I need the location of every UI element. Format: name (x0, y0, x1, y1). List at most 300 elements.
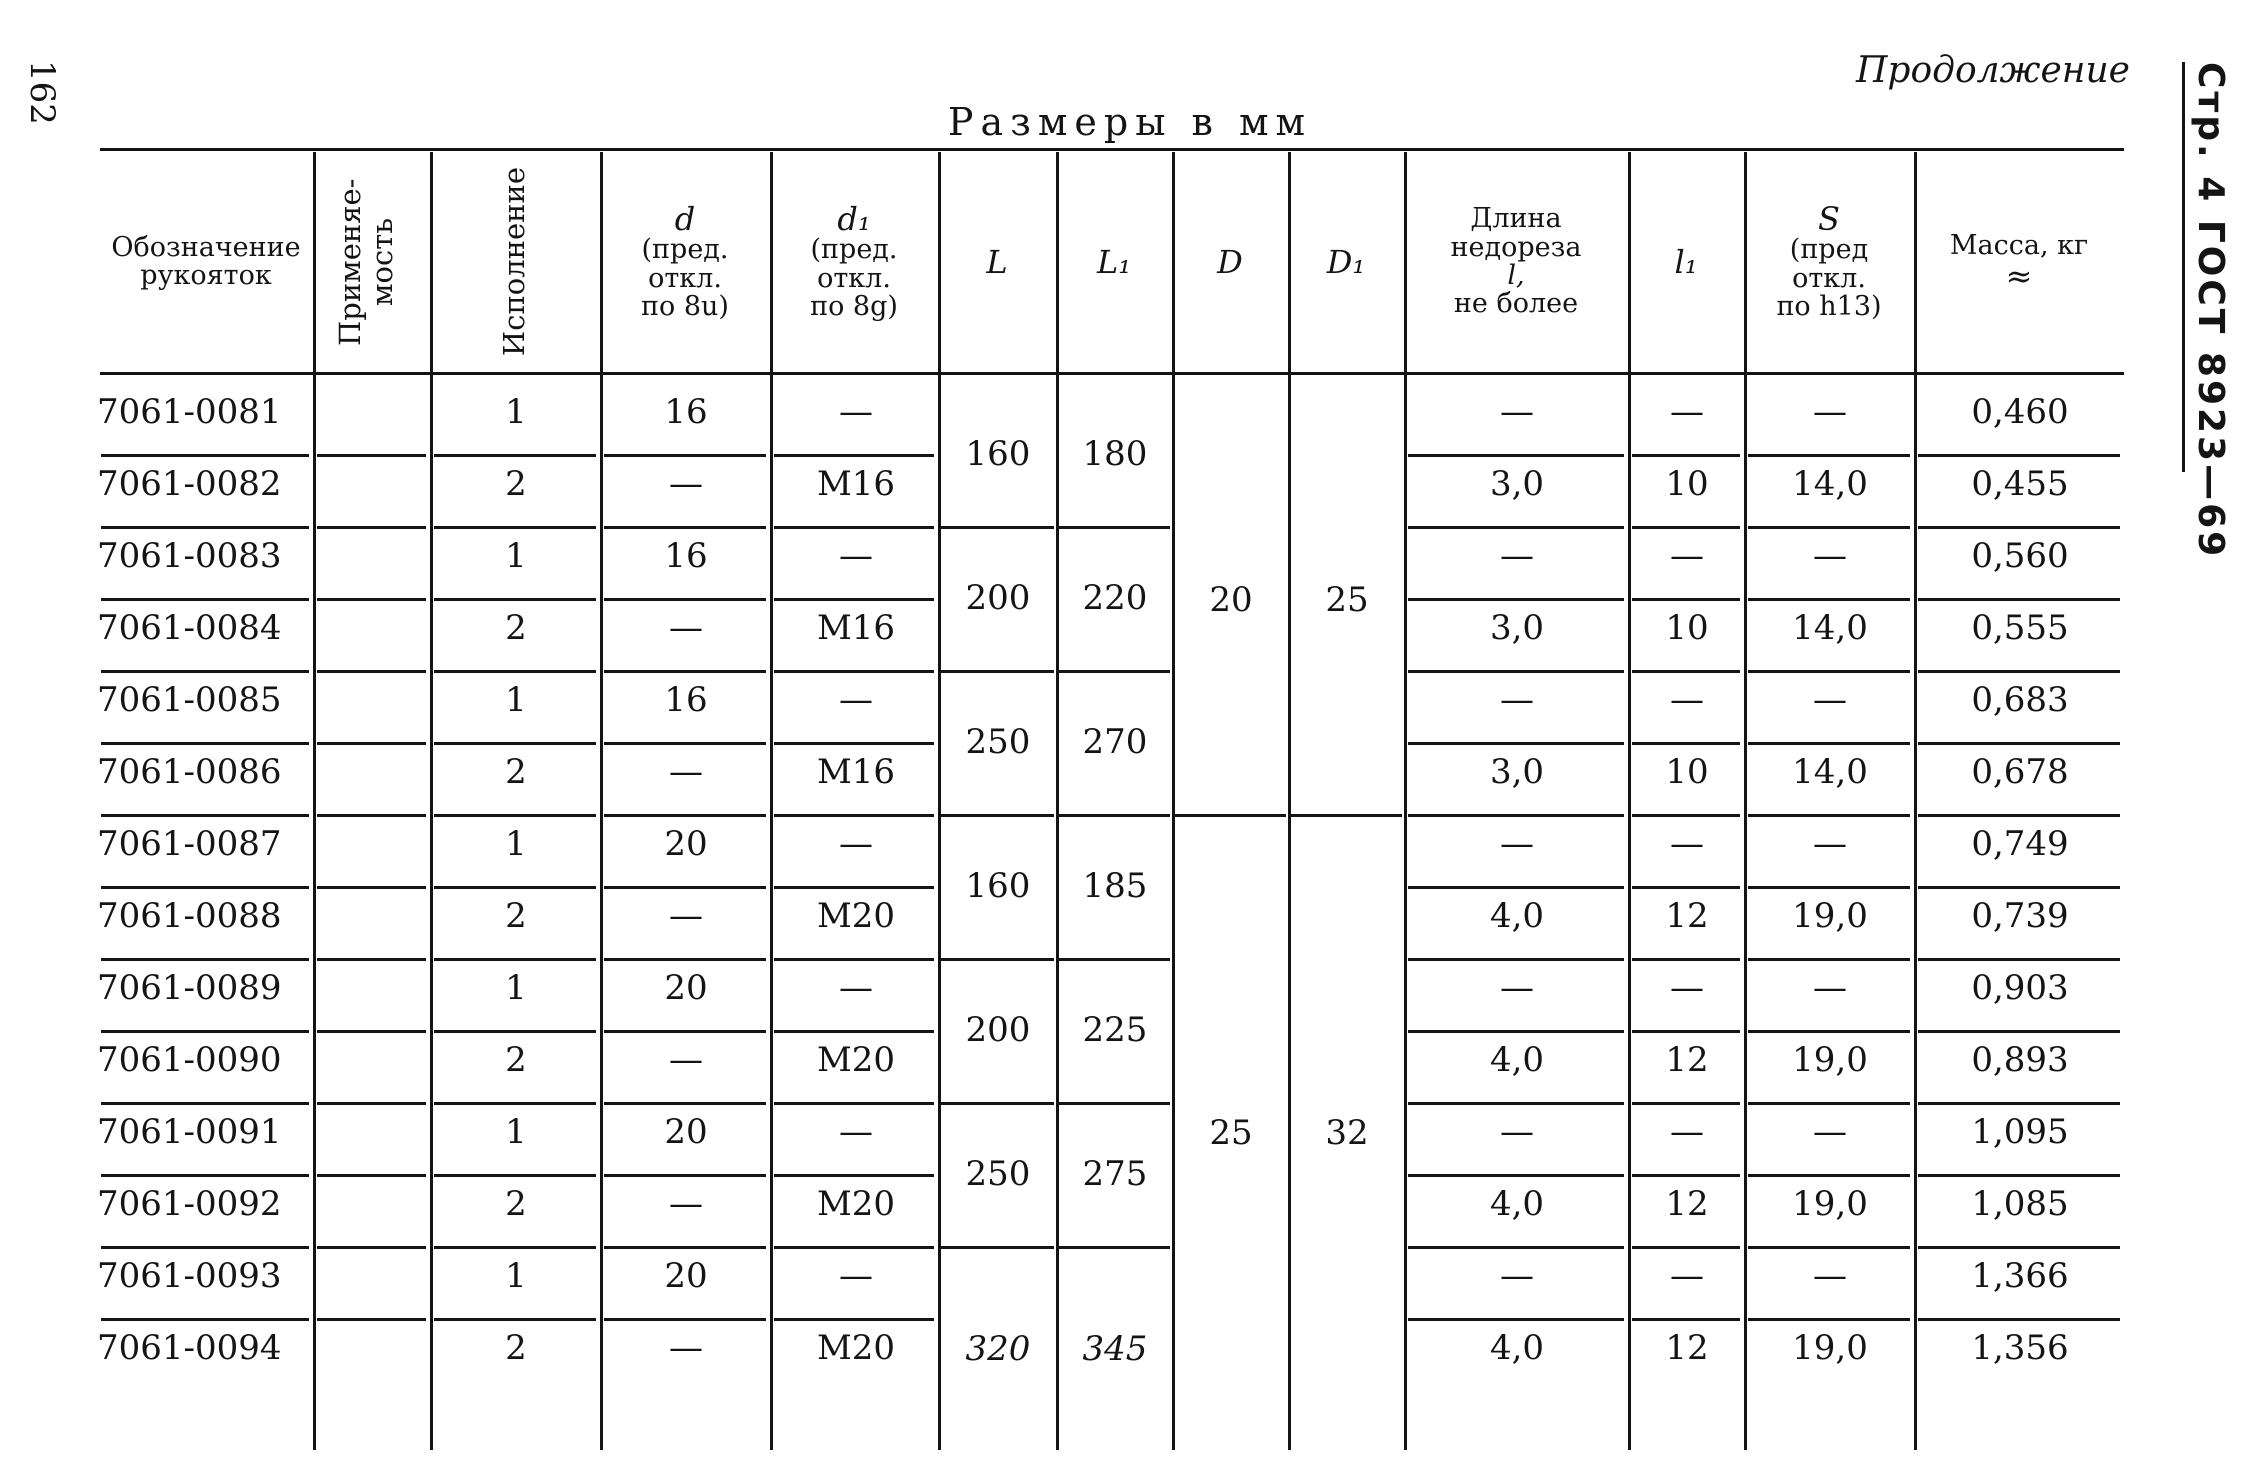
row-mass: 0,739 (1971, 896, 2069, 936)
pair-L: 200 (965, 578, 1031, 618)
row-rule (604, 598, 766, 601)
row-rule (1748, 454, 1910, 457)
row-d: — (669, 608, 703, 648)
row-rule (101, 814, 309, 817)
row-d: 20 (664, 824, 708, 864)
row-S: — (1813, 536, 1847, 576)
header-S-symbol: S (1818, 199, 1840, 238)
pair-rule (940, 1102, 1054, 1105)
row-undercut: 4,0 (1489, 1328, 1545, 1368)
pair-L1: 185 (1082, 866, 1148, 906)
pair-L1: 270 (1082, 722, 1148, 762)
row-rule (604, 1030, 766, 1033)
row-rule (1918, 958, 2120, 961)
row-l1: — (1670, 968, 1704, 1008)
row-undercut: 3,0 (1489, 608, 1545, 648)
row-rule (101, 886, 309, 889)
row-rule (1632, 454, 1740, 457)
row-rule (1408, 886, 1624, 889)
column-rule (770, 152, 773, 1450)
row-d: 20 (664, 1112, 708, 1152)
row-code: 7061-0082 (97, 464, 282, 504)
row-version: 2 (505, 1040, 527, 1080)
row-rule (1632, 1246, 1740, 1249)
row-l1: 10 (1665, 608, 1709, 648)
row-undercut: — (1500, 824, 1534, 864)
row-rule (774, 1246, 934, 1249)
column-rule (938, 152, 941, 1450)
row-d: 16 (664, 392, 708, 432)
column-rule (1288, 152, 1291, 1450)
row-rule (317, 1030, 426, 1033)
row-rule (1408, 1102, 1624, 1105)
row-rule (1918, 1318, 2120, 1321)
header-S-note: (пред откл. по h13) (1776, 234, 1882, 322)
row-rule (1632, 886, 1740, 889)
pair-rule (1058, 1102, 1170, 1105)
header-undercut-symbol: l, (1507, 260, 1525, 291)
row-l1: — (1670, 824, 1704, 864)
row-d: 20 (664, 1256, 708, 1296)
row-version: 2 (505, 464, 527, 504)
row-rule (1632, 670, 1740, 673)
pair-L: 250 (965, 722, 1031, 762)
group-rule (1290, 814, 1402, 817)
row-S: — (1813, 824, 1847, 864)
row-d: — (669, 1184, 703, 1224)
row-mass: 0,455 (1971, 464, 2069, 504)
pair-rule (940, 958, 1054, 961)
row-version: 1 (505, 680, 527, 720)
row-version: 1 (505, 824, 527, 864)
row-mass: 0,460 (1971, 392, 2069, 432)
row-rule (317, 886, 426, 889)
header-undercut-bottom: не более (1453, 288, 1579, 320)
row-mass: 0,560 (1971, 536, 2069, 576)
pair-rule (1058, 814, 1170, 817)
row-rule (434, 1102, 596, 1105)
column-rule (1744, 152, 1747, 1450)
row-rule (317, 526, 426, 529)
row-mass: 0,903 (1971, 968, 2069, 1008)
row-version: 2 (505, 1184, 527, 1224)
pair-rule (940, 814, 1054, 817)
row-rule (1408, 1174, 1624, 1177)
row-rule (434, 1174, 596, 1177)
row-rule (774, 1030, 934, 1033)
header-mass-text: Масса, кг (1949, 230, 2089, 261)
header-d1 (770, 152, 938, 372)
row-rule (1918, 742, 2120, 745)
row-rule (604, 1174, 766, 1177)
row-rule (774, 526, 934, 529)
pair-L1: 180 (1082, 434, 1148, 474)
row-S: — (1813, 392, 1847, 432)
row-d1: — (839, 824, 873, 864)
row-rule (1408, 1030, 1624, 1033)
row-rule (1918, 598, 2120, 601)
row-rule (1748, 742, 1910, 745)
row-S: 14,0 (1792, 752, 1868, 792)
row-d1: — (839, 968, 873, 1008)
column-rule (1172, 152, 1175, 1450)
row-d: 16 (664, 536, 708, 576)
row-rule (774, 598, 934, 601)
row-rule (317, 670, 426, 673)
row-code: 7061-0081 (97, 392, 282, 432)
row-rule (434, 670, 596, 673)
row-rule (1748, 1030, 1910, 1033)
row-mass: 0,893 (1971, 1040, 2069, 1080)
row-rule (101, 1030, 309, 1033)
group-D1: 32 (1325, 1113, 1369, 1153)
row-rule (1918, 1174, 2120, 1177)
row-rule (1408, 670, 1624, 673)
row-rule (317, 1102, 426, 1105)
row-d1: — (839, 1256, 873, 1296)
pair-rule (1058, 958, 1170, 961)
row-rule (101, 958, 309, 961)
column-rule (1056, 152, 1059, 1450)
row-mass: 0,678 (1971, 752, 2069, 792)
row-rule (434, 1246, 596, 1249)
row-undercut: — (1500, 536, 1534, 576)
row-l1: 12 (1665, 896, 1709, 936)
row-rule (434, 814, 596, 817)
row-d1: M20 (816, 1040, 896, 1080)
row-rule (434, 1030, 596, 1033)
row-rule (317, 598, 426, 601)
pair-rule (1058, 670, 1170, 673)
row-rule (1748, 814, 1910, 817)
column-rule (600, 152, 603, 1450)
pair-L: 250 (965, 1154, 1031, 1194)
row-rule (101, 742, 309, 745)
row-code: 7061-0093 (97, 1256, 282, 1296)
header-designation (100, 152, 312, 372)
row-mass: 0,749 (1971, 824, 2069, 864)
row-rule (317, 1246, 426, 1249)
continuation-label: Продолжение (1856, 50, 2130, 91)
row-d1: M20 (816, 896, 896, 936)
row-d1: — (839, 392, 873, 432)
row-version: 1 (505, 1112, 527, 1152)
row-rule (1748, 958, 1910, 961)
row-l1: 12 (1665, 1184, 1709, 1224)
row-code: 7061-0085 (97, 680, 282, 720)
row-rule (774, 886, 934, 889)
row-rule (604, 526, 766, 529)
header-L1: L₁ (1096, 243, 1132, 281)
row-rule (101, 1318, 309, 1321)
row-S: 14,0 (1792, 608, 1868, 648)
header-undercut-length (1404, 152, 1628, 372)
row-rule (1748, 526, 1910, 529)
row-rule (1748, 1174, 1910, 1177)
row-rule (774, 1318, 934, 1321)
row-code: 7061-0092 (97, 1184, 282, 1224)
row-S: 14,0 (1792, 464, 1868, 504)
row-rule (101, 1102, 309, 1105)
row-rule (604, 814, 766, 817)
side-reference: Стр. 4 ГОСТ 8923—69 (2190, 62, 2231, 560)
header-mass-approx: ≈ (2005, 257, 2033, 296)
row-rule (604, 670, 766, 673)
row-rule (1918, 1246, 2120, 1249)
row-rule (317, 814, 426, 817)
row-undercut: 4,0 (1489, 1184, 1545, 1224)
row-rule (774, 670, 934, 673)
column-rule (1404, 152, 1407, 1450)
pair-L1: 345 (1082, 1329, 1148, 1369)
row-undercut: 3,0 (1489, 464, 1545, 504)
row-version: 2 (505, 752, 527, 792)
header-d-note: (пред. откл. по 8u) (641, 234, 729, 322)
header-D1: D₁ (1326, 243, 1366, 281)
row-rule (1632, 1174, 1740, 1177)
row-d: — (669, 1040, 703, 1080)
group-D: 20 (1209, 580, 1253, 620)
row-rule (434, 598, 596, 601)
pair-L: 200 (965, 1010, 1031, 1050)
row-S: 19,0 (1792, 1328, 1868, 1368)
group-rule (1174, 814, 1286, 817)
row-mass: 1,085 (1971, 1184, 2069, 1224)
row-rule (1632, 598, 1740, 601)
row-undercut: 4,0 (1489, 896, 1545, 936)
pair-rule (940, 526, 1054, 529)
row-rule (101, 670, 309, 673)
row-d1: M20 (816, 1328, 896, 1368)
row-rule (1408, 526, 1624, 529)
row-rule (1748, 1102, 1910, 1105)
pair-L1: 225 (1082, 1010, 1148, 1050)
row-l1: — (1670, 1256, 1704, 1296)
row-rule (1408, 814, 1624, 817)
column-rule (1628, 152, 1631, 1450)
row-undercut: — (1500, 392, 1534, 432)
row-rule (604, 1318, 766, 1321)
row-rule (1748, 1318, 1910, 1321)
row-l1: 12 (1665, 1328, 1709, 1368)
row-rule (101, 526, 309, 529)
row-l1: 10 (1665, 464, 1709, 504)
row-rule (1748, 670, 1910, 673)
header-designation-text: Обозначение рукояток (111, 231, 301, 291)
row-rule (1632, 958, 1740, 961)
page-number: 162 (22, 60, 62, 125)
row-undercut: 4,0 (1489, 1040, 1545, 1080)
pair-L: 160 (965, 434, 1031, 474)
row-l1: — (1670, 1112, 1704, 1152)
header-l1: l₁ (1674, 243, 1698, 281)
row-rule (434, 958, 596, 961)
row-rule (604, 886, 766, 889)
row-rule (1632, 814, 1740, 817)
row-rule (774, 1174, 934, 1177)
row-rule (604, 1102, 766, 1105)
pair-rule (940, 670, 1054, 673)
header-d1-note: (пред. откл. по 8g) (810, 234, 898, 322)
row-rule (604, 1246, 766, 1249)
row-rule (434, 742, 596, 745)
group-D: 25 (1209, 1113, 1253, 1153)
row-mass: 0,555 (1971, 608, 2069, 648)
header-version (430, 152, 600, 372)
row-rule (434, 526, 596, 529)
header-version-text: Исполнение (497, 167, 532, 357)
row-rule (1918, 886, 2120, 889)
row-d1: M16 (816, 752, 896, 792)
row-d: — (669, 752, 703, 792)
row-l1: — (1670, 680, 1704, 720)
row-undercut: — (1500, 968, 1534, 1008)
row-rule (1748, 886, 1910, 889)
row-code: 7061-0086 (97, 752, 282, 792)
row-l1: — (1670, 536, 1704, 576)
header-mass (1914, 152, 2124, 372)
pair-L1: 275 (1082, 1154, 1148, 1194)
row-undercut: — (1500, 1112, 1534, 1152)
row-d: — (669, 464, 703, 504)
row-d1: — (839, 536, 873, 576)
row-S: 19,0 (1792, 1184, 1868, 1224)
row-S: 19,0 (1792, 896, 1868, 936)
row-rule (1408, 598, 1624, 601)
column-rule (430, 152, 433, 1450)
row-rule (604, 454, 766, 457)
row-l1: — (1670, 392, 1704, 432)
pair-rule (940, 1246, 1054, 1249)
row-rule (101, 598, 309, 601)
header-applicability (315, 152, 430, 372)
row-rule (1918, 454, 2120, 457)
row-rule (1408, 1318, 1624, 1321)
row-rule (1408, 742, 1624, 745)
header-L: L (986, 243, 1008, 281)
row-rule (317, 454, 426, 457)
group-D1: 25 (1325, 580, 1369, 620)
row-rule (774, 958, 934, 961)
header-d1-symbol: d₁ (837, 199, 871, 238)
row-rule (604, 958, 766, 961)
row-rule (1632, 526, 1740, 529)
row-rule (1748, 598, 1910, 601)
row-rule (1918, 670, 2120, 673)
row-l1: 10 (1665, 752, 1709, 792)
header-undercut-top: Длина недореза (1450, 203, 1582, 263)
row-rule (317, 1174, 426, 1177)
row-version: 1 (505, 392, 527, 432)
row-version: 1 (505, 536, 527, 576)
row-code: 7061-0089 (97, 968, 282, 1008)
row-d: — (669, 1328, 703, 1368)
row-mass: 1,366 (1971, 1256, 2069, 1296)
row-rule (774, 742, 934, 745)
row-undercut: — (1500, 1256, 1534, 1296)
pair-L: 160 (965, 866, 1031, 906)
row-S: 19,0 (1792, 1040, 1868, 1080)
row-rule (101, 1246, 309, 1249)
row-rule (434, 886, 596, 889)
row-mass: 1,095 (1971, 1112, 2069, 1152)
row-version: 2 (505, 1328, 527, 1368)
row-code: 7061-0090 (97, 1040, 282, 1080)
row-rule (1632, 1030, 1740, 1033)
row-mass: 0,683 (1971, 680, 2069, 720)
table-caption: Размеры в мм (947, 100, 1313, 144)
row-rule (1408, 1246, 1624, 1249)
row-S: — (1813, 1256, 1847, 1296)
row-code: 7061-0088 (97, 896, 282, 936)
row-d: — (669, 896, 703, 936)
row-rule (1632, 1318, 1740, 1321)
row-rule (317, 1318, 426, 1321)
column-rule (1914, 152, 1917, 1450)
row-rule (1748, 1246, 1910, 1249)
row-rule (1918, 1102, 2120, 1105)
row-rule (1632, 1102, 1740, 1105)
row-d1: M16 (816, 608, 896, 648)
row-version: 1 (505, 1256, 527, 1296)
row-rule (1408, 454, 1624, 457)
row-rule (434, 454, 596, 457)
header-d (600, 152, 770, 372)
pair-rule (1058, 526, 1170, 529)
row-rule (434, 1318, 596, 1321)
row-rule (1918, 814, 2120, 817)
row-rule (774, 814, 934, 817)
row-mass: 1,356 (1971, 1328, 2069, 1368)
row-S: — (1813, 1112, 1847, 1152)
header-applicability-text: Применяе-мость (332, 178, 399, 346)
row-rule (774, 454, 934, 457)
row-d: 20 (664, 968, 708, 1008)
row-rule (317, 742, 426, 745)
row-code: 7061-0087 (97, 824, 282, 864)
row-code: 7061-0094 (97, 1328, 282, 1368)
row-rule (1408, 958, 1624, 961)
row-S: — (1813, 680, 1847, 720)
table-top-rule (100, 148, 2124, 151)
row-rule (1918, 1030, 2120, 1033)
row-rule (101, 454, 309, 457)
row-rule (604, 742, 766, 745)
row-code: 7061-0091 (97, 1112, 282, 1152)
row-d1: — (839, 680, 873, 720)
row-d1: M20 (816, 1184, 896, 1224)
row-undercut: — (1500, 680, 1534, 720)
row-code: 7061-0083 (97, 536, 282, 576)
pair-rule (1058, 1246, 1170, 1249)
header-d-symbol: d (674, 199, 696, 238)
row-l1: 12 (1665, 1040, 1709, 1080)
row-d: 16 (664, 680, 708, 720)
pair-L: 320 (965, 1329, 1031, 1369)
header-bottom-rule (100, 372, 2124, 375)
column-rule (313, 152, 316, 1450)
row-d1: — (839, 1112, 873, 1152)
row-d1: M16 (816, 464, 896, 504)
row-rule (317, 958, 426, 961)
row-version: 2 (505, 896, 527, 936)
row-version: 2 (505, 608, 527, 648)
row-rule (774, 1102, 934, 1105)
header-S (1744, 152, 1914, 372)
row-version: 1 (505, 968, 527, 1008)
row-S: — (1813, 968, 1847, 1008)
row-rule (1632, 742, 1740, 745)
